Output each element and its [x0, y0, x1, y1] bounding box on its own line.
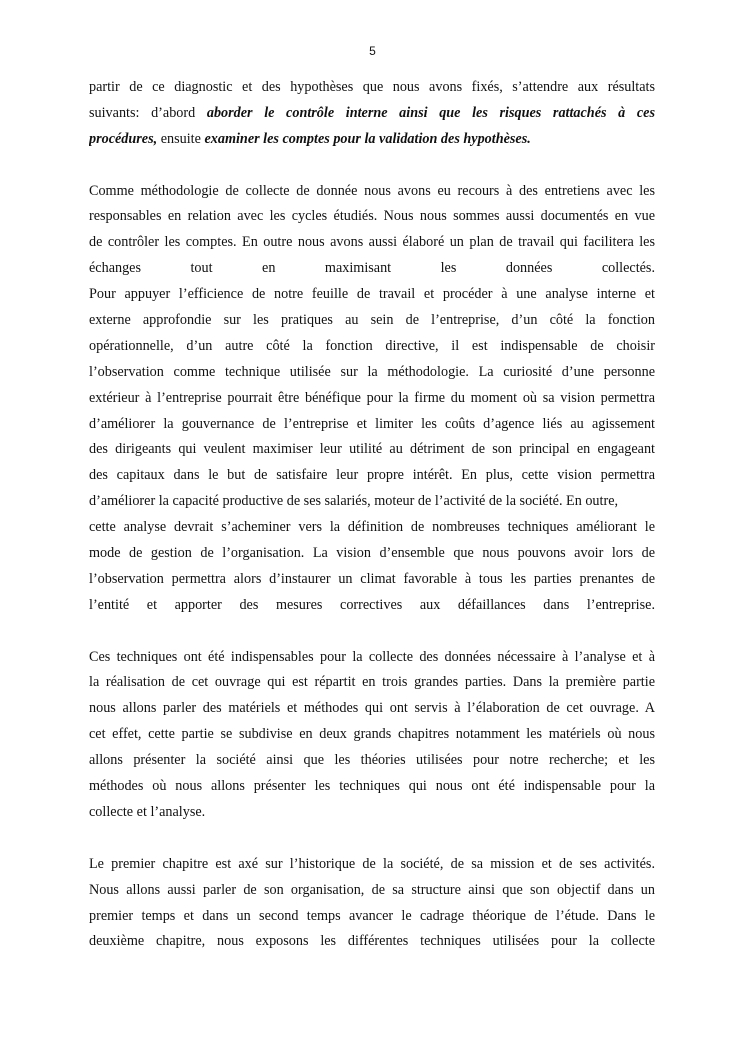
text-line: [89, 878, 655, 904]
text-line: [89, 567, 655, 593]
text-line: [89, 463, 655, 489]
text-run: des capitaux dans le but de satisfaire leur propre intérêt. En plus, cette vision permettra: [89, 467, 655, 484]
text-line: [89, 75, 655, 101]
text-line: [89, 645, 655, 671]
paragraph: [89, 852, 655, 956]
text-run: d’améliorer la gouvernance de l’entreprise et limiter les coûts d’agence liés au agissement: [89, 415, 655, 432]
text-run: allons présenter la société ainsi que les théories utilisées pour notre recherche; et les: [89, 752, 655, 769]
text-run: opérationnelle, d’un autre côté la fonction directive, il est indispensable de choisir: [89, 337, 655, 354]
text-run: deuxième chapitre, nous exposons les différentes techniques utilisées pour la collecte: [89, 933, 655, 950]
text-run: responsables en relation avec les cycles étudiés. Nous nous sommes aussi documentés en vue: [89, 208, 655, 225]
paragraph: [89, 179, 655, 619]
text-line: [89, 722, 655, 748]
text-line: [89, 256, 655, 282]
paragraph-spacer: [89, 619, 655, 645]
text-run: extérieur à l’entreprise pourrait être bénéfique pour la firme du moment où sa vision permettra: [89, 389, 655, 406]
paragraph: [89, 645, 655, 826]
text-line: [89, 204, 655, 230]
text-line: [89, 334, 655, 360]
text-run: Ces techniques ont été indispensables pour la collecte des données nécessaire à l’analyse et à: [89, 648, 655, 665]
text-run: cet effet, cette partie se subdivise en deux grands chapitres notamment les matériels où nous: [89, 726, 655, 743]
text-line: [89, 489, 655, 515]
text-run: collecte et l’analyse.: [89, 803, 206, 820]
emphasis-text: examiner les comptes pour la validation des hypothèses.: [204, 130, 531, 147]
text-line: [89, 696, 655, 722]
text-run: des dirigeants qui veulent maximiser leur utilité au détriment de son principal en engageant: [89, 441, 655, 458]
text-line: [89, 282, 655, 308]
text-run: Le premier chapitre est axé sur l’historique de la société, de sa mission et de ses activités.: [89, 855, 655, 872]
text-run: la réalisation de cet ouvrage qui est répartit en trois grandes parties. Dans la première partie: [89, 674, 655, 691]
text-run: de contrôler les comptes. En outre nous avons aussi élaboré un plan de travail qui facilitera les: [89, 234, 655, 251]
text-run: Comme méthodologie de collecte de donnée nous avons eu recours à des entretiens avec les: [89, 182, 655, 199]
text-run: premier temps et dans un second temps avancer le cadrage théorique de l’étude. Dans le: [89, 907, 655, 924]
text-run: externe approfondie sur les pratiques au sein de l’entreprise, d’un côté la fonction: [89, 312, 655, 329]
text-line: [89, 230, 655, 256]
text-line: [89, 774, 655, 800]
text-run: d’améliorer la capacité productive de ses salariés, moteur de l’activité de la société. En outre,: [89, 493, 619, 510]
text-run: cette analyse devrait s’acheminer vers la définition de nombreuses techniques améliorant le: [89, 519, 655, 536]
text-line: [89, 360, 655, 386]
text-line: [89, 179, 655, 205]
text-run: nous allons parler des matériels et méthodes qui ont servis à l’élaboration de cet ouvrage. A: [89, 700, 655, 717]
text-run: ensuite: [157, 130, 205, 147]
document-body: [89, 75, 655, 955]
emphasis-text: aborder le contrôle interne ainsi que les risques rattachés à ces: [206, 104, 655, 121]
text-line: [89, 541, 655, 567]
text-line: [89, 904, 655, 930]
text-run: échanges tout en maximisant les données collectés.: [89, 260, 655, 277]
text-run: méthodes où nous allons présenter les techniques qui nous ont été indispensable pour la: [89, 778, 655, 795]
paragraph: [89, 75, 655, 153]
text-line: [89, 308, 655, 334]
text-run: suivants: d’abord: [89, 104, 207, 121]
emphasis-text: procédures,: [89, 130, 158, 147]
text-line: [89, 386, 655, 412]
page-number: 5: [369, 44, 376, 58]
text-line: [89, 101, 655, 127]
text-run: partir de ce diagnostic et des hypothèses que nous avons fixés, s’attendre aux résultats: [89, 79, 655, 95]
text-line: [89, 852, 655, 878]
text-run: l’observation comme technique utilisée sur la méthodologie. La curiosité d’une personne: [89, 363, 655, 380]
paragraph-spacer: [89, 153, 655, 179]
text-run: Nous allons aussi parler de son organisation, de sa structure ainsi que son objectif dans un: [89, 881, 655, 898]
text-line: [89, 929, 655, 955]
text-run: l’observation permettra alors d’instaurer un climat favorable à tous les parties prenantes de: [89, 570, 655, 587]
text-line: [89, 593, 655, 619]
text-line: [89, 515, 655, 541]
text-line: [89, 748, 655, 774]
text-line: [89, 437, 655, 463]
text-run: Pour appuyer l’efficience de notre feuille de travail et procéder à une analyse interne et: [89, 286, 655, 303]
text-line: [89, 670, 655, 696]
text-run: l’entité et apporter des mesures correctives aux défaillances dans l’entreprise.: [89, 596, 655, 613]
text-line: [89, 412, 655, 438]
text-run: mode de gestion de l’organisation. La vision d’ensemble que nous pouvons avoir lors de: [89, 545, 655, 562]
paragraph-spacer: [89, 826, 655, 852]
text-line: [89, 127, 655, 153]
text-line: [89, 800, 655, 826]
